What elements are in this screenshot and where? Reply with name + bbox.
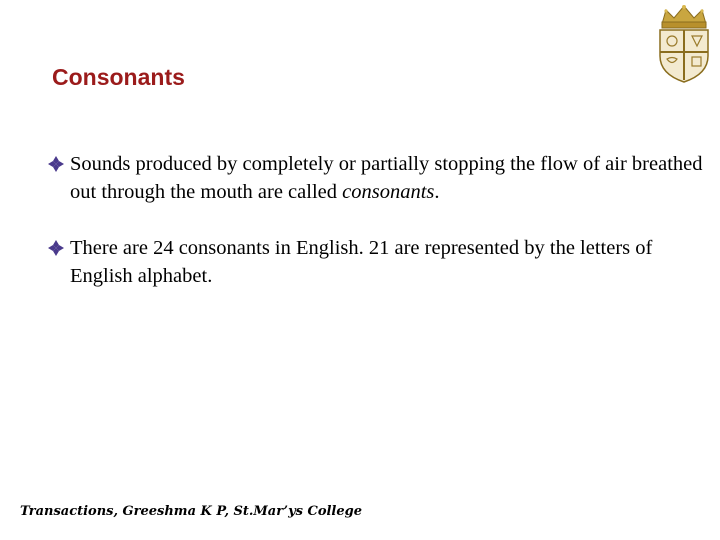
bullet-text: Sounds produced by completely or partially stopping the flow of air breathed out through the mouth are called consonants. [70, 153, 703, 203]
bullet-emphasis: consonants [342, 181, 435, 203]
bullet-list [46, 150, 706, 318]
college-crest-icon [652, 4, 716, 84]
diamond-bullet-icon [48, 156, 64, 172]
slide-title: Consonants [52, 64, 185, 90]
footer-credit: Transactions, Greeshma K P, St.Mar’ys College [20, 504, 362, 519]
diamond-bullet-icon [48, 240, 64, 256]
bullet-item [46, 234, 706, 290]
bullet-item [46, 150, 706, 206]
bullet-text: There are 24 consonants in English. 21 are represented by the letters of English alphabet. [70, 237, 653, 287]
